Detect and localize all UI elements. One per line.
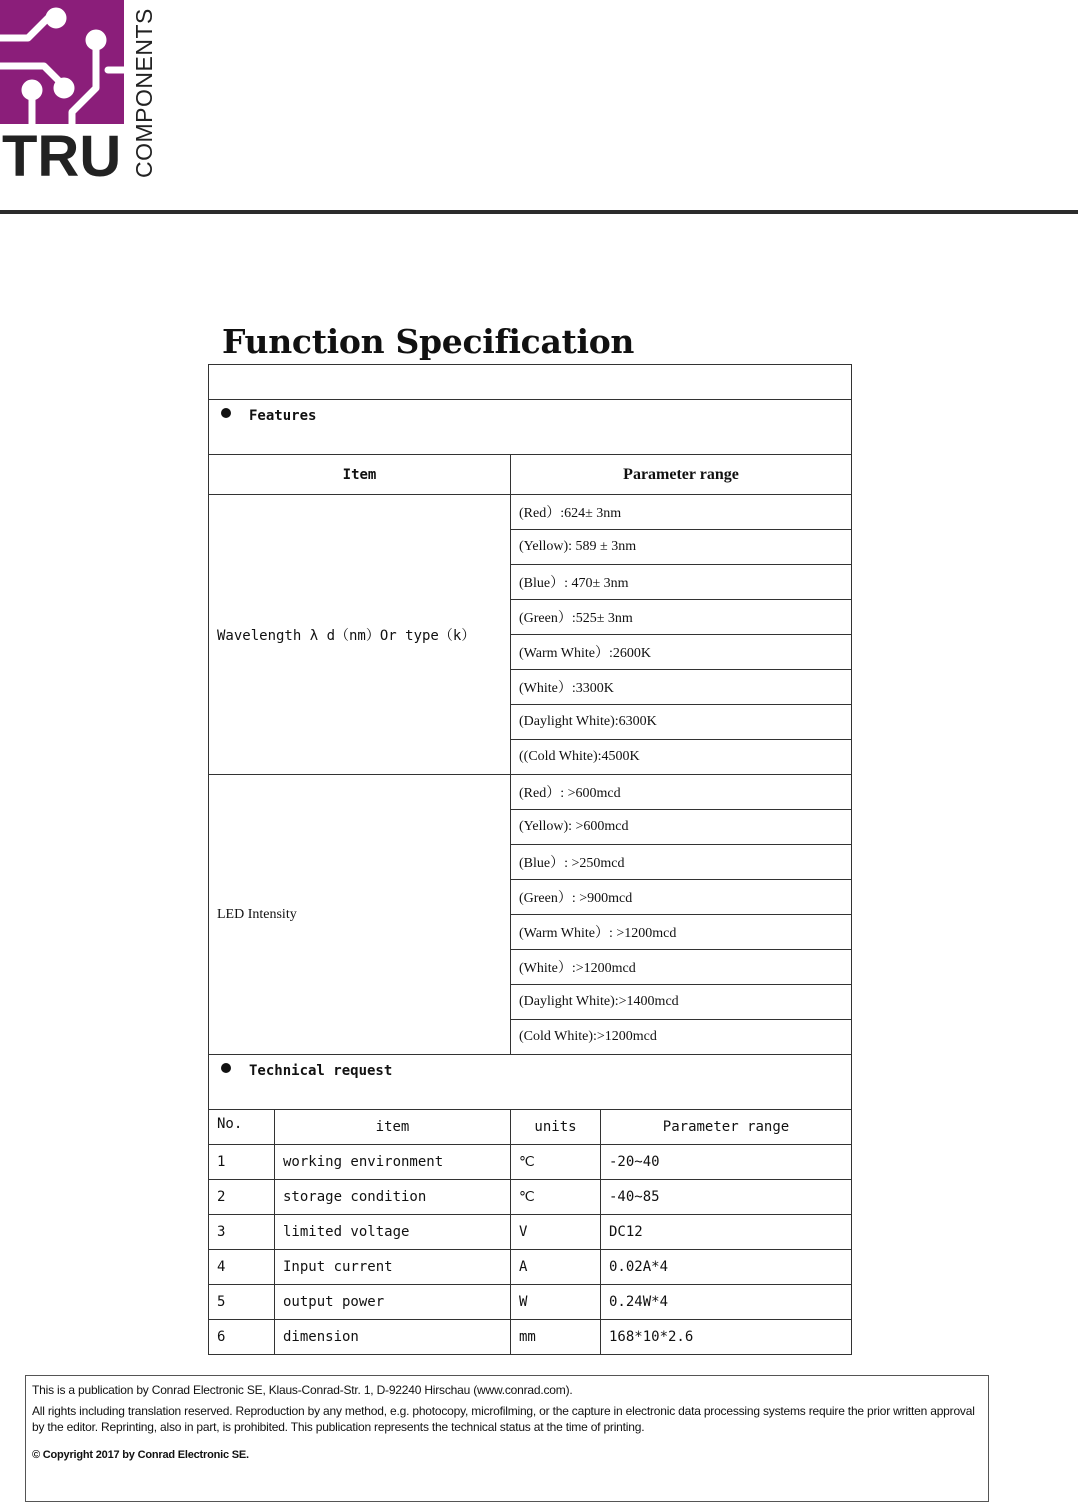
feature-value: (Yellow): 589 ± 3nm: [511, 530, 852, 565]
tech-param: -40~85: [601, 1180, 852, 1215]
tech-no: 6: [209, 1320, 275, 1355]
feature-value: (White）:3300K: [511, 670, 852, 705]
technical-section-label: Technical request: [249, 1063, 393, 1079]
tech-item: output power: [275, 1285, 511, 1320]
feature-value: (Green）: >900mcd: [511, 880, 852, 915]
tech-units: ℃: [511, 1145, 601, 1180]
footer-publisher: This is a publication by Conrad Electronic SE, Klaus-Conrad-Str. 1, D-92240 Hirschau (www.conrad.com).: [32, 1383, 573, 1397]
feature-value: (White）:>1200mcd: [511, 950, 852, 985]
circuit-logo-icon: [0, 0, 160, 180]
tech-param: 168*10*2.6: [601, 1320, 852, 1355]
tech-no: 4: [209, 1250, 275, 1285]
tech-units: ℃: [511, 1180, 601, 1215]
feature-group-label: Wavelength λ d（nm）Or type（k）: [209, 495, 511, 775]
feature-value: (Daylight White):>1400mcd: [511, 985, 852, 1020]
footer-copyright: © Copyright 2017 by Conrad Electronic SE.: [32, 1449, 249, 1461]
tech-item: working environment: [275, 1145, 511, 1180]
bullet-icon: [221, 1063, 231, 1073]
brand-sub: COMPONENTS: [131, 8, 157, 178]
feature-value: (Red）: >600mcd: [511, 775, 852, 810]
feature-value: (Warm White）: >1200mcd: [511, 915, 852, 950]
feature-row: [209, 495, 852, 530]
tech-no: 2: [209, 1180, 275, 1215]
tech-item: limited voltage: [275, 1215, 511, 1250]
feature-value: (Red）:624± 3nm: [511, 495, 852, 530]
technical-row: [209, 1285, 852, 1320]
tech-col-no: No.: [209, 1110, 275, 1145]
tech-item: dimension: [275, 1320, 511, 1355]
page-title: Function Specification: [222, 322, 635, 361]
tech-units: W: [511, 1285, 601, 1320]
tech-col-param: Parameter range: [601, 1110, 852, 1145]
tech-units: A: [511, 1250, 601, 1285]
technical-header-row: [209, 1110, 852, 1145]
technical-row: [209, 1250, 852, 1285]
specification-table: [208, 364, 852, 1355]
technical-section-row: [209, 1055, 852, 1110]
feature-value: (Green）:525± 3nm: [511, 600, 852, 635]
blank-row: [209, 365, 852, 400]
technical-row: [209, 1180, 852, 1215]
tru-components-logo: [0, 0, 160, 180]
feature-value: (Yellow): >600mcd: [511, 810, 852, 845]
tech-units: V: [511, 1215, 601, 1250]
feature-value: (Blue）: 470± 3nm: [511, 565, 852, 600]
feature-value: (Blue）: >250mcd: [511, 845, 852, 880]
tech-param: DC12: [601, 1215, 852, 1250]
tech-param: -20~40: [601, 1145, 852, 1180]
tech-col-item: item: [275, 1110, 511, 1145]
feature-value: (Daylight White):6300K: [511, 705, 852, 740]
tech-no: 3: [209, 1215, 275, 1250]
technical-row: [209, 1320, 852, 1355]
features-section-label: Features: [249, 408, 317, 424]
bullet-icon: [221, 408, 231, 418]
feature-value: ((Cold White):4500K: [511, 740, 852, 775]
tech-no: 1: [209, 1145, 275, 1180]
publication-footer: [25, 1375, 989, 1502]
tech-item: storage condition: [275, 1180, 511, 1215]
tech-units: mm: [511, 1320, 601, 1355]
tech-param: 0.02A*4: [601, 1250, 852, 1285]
features-col-item: Item: [209, 455, 511, 495]
tech-no: 5: [209, 1285, 275, 1320]
footer-rights: All rights including translation reserved. Reproduction by any method, e.g. photocopy, microfilming, or the capture in electronic data processing systems require the prior written approval by the editor. Reprinting, also in part, is prohibited. This publication represents the technical status at the time of printing.: [32, 1404, 975, 1434]
technical-row: [209, 1145, 852, 1180]
brand-name: TRU: [2, 124, 122, 180]
header-rule: [0, 210, 1078, 214]
feature-value: (Warm White）:2600K: [511, 635, 852, 670]
tech-col-units: units: [511, 1110, 601, 1145]
features-section-row: [209, 400, 852, 455]
feature-row: [209, 775, 852, 810]
tech-param: 0.24W*4: [601, 1285, 852, 1320]
feature-group-label: LED Intensity: [209, 775, 511, 1055]
tech-item: Input current: [275, 1250, 511, 1285]
features-col-param: Parameter range: [511, 455, 852, 495]
feature-value: (Cold White):>1200mcd: [511, 1020, 852, 1055]
features-header-row: [209, 455, 852, 495]
technical-row: [209, 1215, 852, 1250]
